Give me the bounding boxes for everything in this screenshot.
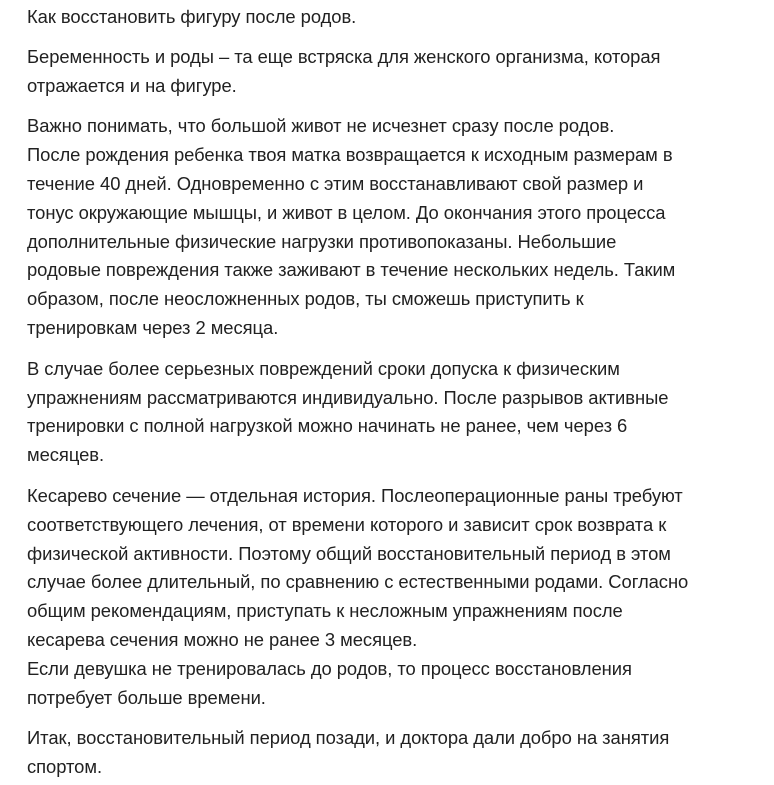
paragraph-conclusion xyxy=(27,724,747,782)
text-line: потребует больше времени. xyxy=(27,686,266,708)
text-line: тренировкам через 2 месяца. xyxy=(27,316,279,338)
text-line: общим рекомендациям, приступать к несложным упражнениям после xyxy=(27,600,623,622)
text-line: упражнениям рассматриваются индивидуально. После разрывов активные xyxy=(27,386,669,408)
text-line: кесарева сечения можно не ранее 3 месяцев. xyxy=(27,628,418,650)
text-line: тонус окружающие мышцы, и живот в целом. До окончания этого процесса xyxy=(27,201,666,223)
paragraph-recovery-timeline xyxy=(27,112,747,342)
text-line: образом, после неосложненных родов, ты сможешь приступить к xyxy=(27,288,584,310)
text-line: месяцев. xyxy=(27,444,105,466)
text-line: Итак, восстановительный период позади, и доктора дали добро на занятия xyxy=(27,727,670,749)
paragraph-pregnancy-intro xyxy=(27,43,747,101)
text-line: отражается и на фигуре. xyxy=(27,74,237,96)
text-line: После рождения ребенка твоя матка возвращается к исходным размерам в xyxy=(27,144,673,166)
text-line: Беременность и роды – та еще встряска для женского организма, которая xyxy=(27,45,661,67)
text-line: родовые повреждения также заживают в течение нескольких недель. Таким xyxy=(27,259,676,281)
text-line: Как восстановить фигуру после родов. xyxy=(27,6,357,27)
text-line: В случае более серьезных повреждений сроки допуска к физическим xyxy=(27,357,620,379)
article-title xyxy=(27,3,747,32)
paragraph-cesarean xyxy=(27,482,747,712)
paragraph-serious-injuries xyxy=(27,355,747,470)
text-line: соответствующего лечения, от времени которого и зависит срок возврата к xyxy=(27,513,667,535)
text-line: случае более длительный, по сравнению с естественными родами. Согласно xyxy=(27,571,689,593)
text-line: Если девушка не тренировалась до родов, то процесс восстановления xyxy=(27,657,632,679)
text-line: течение 40 дней. Одновременно с этим восстанавливают свой размер и xyxy=(27,172,644,194)
text-line: физической активности. Поэтому общий восстановительный период в этом xyxy=(27,542,671,564)
text-line: спортом. xyxy=(27,756,103,778)
text-line: Кесарево сечение — отдельная история. Послеоперационные раны требуют xyxy=(27,484,683,506)
text-line: тренировки с полной нагрузкой можно начинать не ранее, чем через 6 xyxy=(27,415,628,437)
text-line: дополнительные физические нагрузки противопоказаны. Небольшие xyxy=(27,230,617,252)
text-line: Важно понимать, что большой живот не исчезнет сразу после родов. xyxy=(27,115,615,137)
